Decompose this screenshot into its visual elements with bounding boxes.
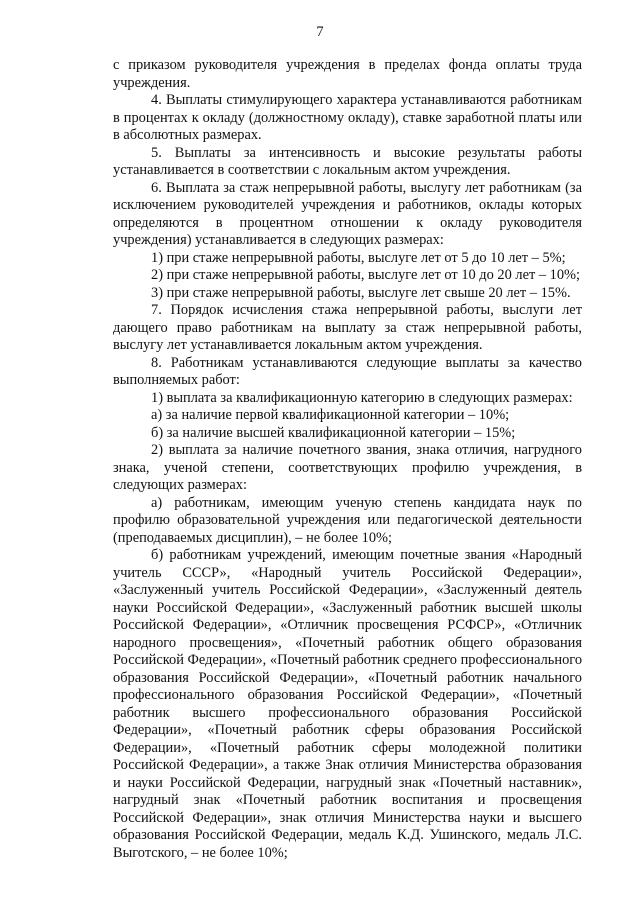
- paragraph: 8. Работникам устанавливаются следующие выплаты за качество выполняемых работ:: [113, 354, 582, 388]
- list-item: 2) выплата за наличие почетного звания, знака отличия, нагрудного знака, ученой степени, соответствующих профилю учреждения, в следующих размерах:: [113, 442, 582, 493]
- list-item: 2) при стаже непрерывной работы, выслуге лет от 10 до 20 лет – 10%;: [151, 267, 581, 283]
- list-item: б) работникам учреждений, имеющим почетные звания «Народный учитель СССР», «Народный учитель Российской Федерации», «Заслуженный учитель Российской Федерации», «Заслуженный деятель науки Российской Федерации», «Заслуженный работник высшей школы Российской Федерации», «Отличник просвещения РСФСР», «Отличник народного просвещения», «Почетный работник общего образования Российской Федерации», «Почетный работник среднего профессионального образования Российской Федерации», «Почетный работник начального профессионального образования Российской Федерации», «Почетный работник высшего профессионального образования Российской Федерации», «Почетный работник сферы образования Российской Федерации», «Почетный работник сферы молодежной политики Российской Федерации», а также Знак отличия Министерства образования и науки Российской Федерации, нагрудный знак «Почетный наставник», нагрудный знак «Почетный работник воспитания и просвещения Российской Федерации», знак отличия Министерства науки и высшего образования Российской Федерации, медаль К.Д. Ушинского, медаль Л.С. Выготского, – не более 10%;: [113, 547, 583, 861]
- paragraph: 4. Выплаты стимулирующего характера устанавливаются работникам в процентах к окладу (должностному окладу), ставке заработной платы или в абсолютных размерах.: [113, 92, 582, 143]
- document-body: [113, 57, 582, 862]
- list-item: 1) выплата за квалификационную категорию в следующих размерах:: [151, 389, 573, 406]
- paragraph: 7. Порядок исчисления стажа непрерывной работы, выслуги лет дающего право работникам на выплату за стаж непрерывной работы, выслугу лет устанавливается локальным актом учреждения.: [113, 302, 582, 353]
- list-item: а) работникам, имеющим ученую степень кандидата наук по профилю образовательной учреждения или педагогической деятельности (преподаваемых дисциплин), – не более 10%;: [113, 494, 582, 546]
- list-item: 1) при стаже непрерывной работы, выслуге лет от 5 до 10 лет – 5%;: [151, 249, 566, 266]
- paragraph: 5. Выплаты за интенсивность и высокие результаты работы устанавливается в соответствии с локальным актом учреждения.: [113, 144, 582, 178]
- list-item: а) за наличие первой квалификационной категории – 10%;: [151, 407, 510, 423]
- list-item: 3) при стаже непрерывной работы, выслуге лет свыше 20 лет – 15%.: [151, 284, 571, 301]
- paragraph: 6. Выплата за стаж непрерывной работы, выслугу лет работникам (за исключением руководителей учреждения и работников, оклады которых определяются в процентном отношении к окладу руководителя учреждения) устанавливается в следующих размерах:: [113, 179, 582, 248]
- page-number: 7: [316, 24, 324, 40]
- paragraph: с приказом руководителя учреждения в пределах фонда оплаты труда учреждения.: [113, 57, 582, 91]
- list-item: б) за наличие высшей квалификационной категории – 15%;: [151, 424, 516, 441]
